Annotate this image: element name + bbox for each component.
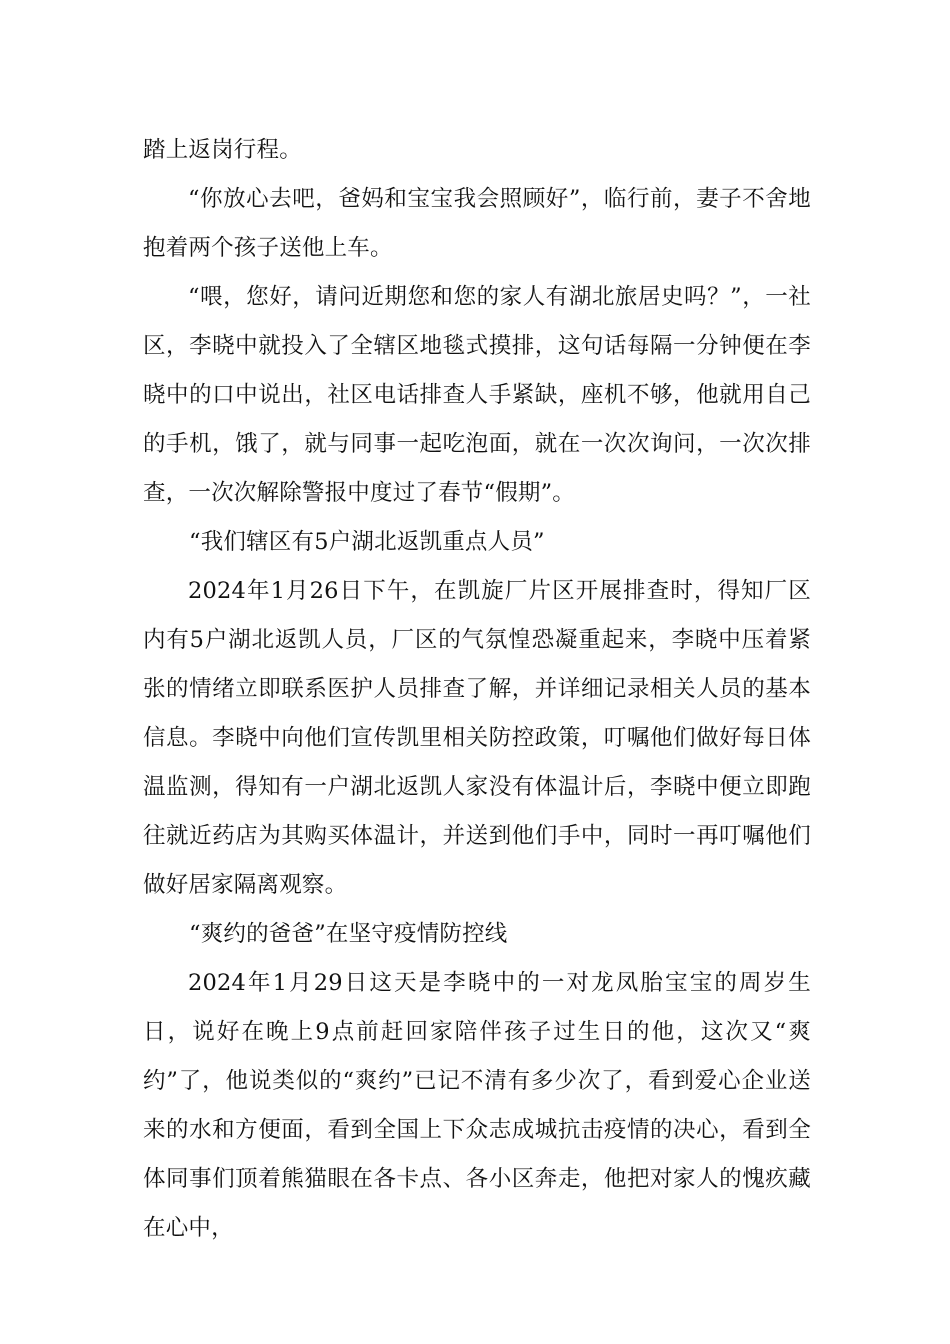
paragraph-4: 2024年1月26日下午，在凯旋厂片区开展排查时，得知厂区内有5户湖北返凯人员，厂区的气氛惶恐凝重起来，李晓中压着紧张的情绪立即联系医护人员排查了解，并详细记录相关人员的基本信息。李晓中向他们宣传凯里相关防控政策，叮嘱他们做好每日体温监测，得知有一户湖北返凯人家没有体温计后，李晓中便立即跑往就近药店为其购买体温计，并送到他们手中，同时一再叮嘱他们做好居家隔离观察。 [143,578,811,898]
section-heading-1: “我们辖区有5户湖北返凯重点人员” [189,529,545,555]
paragraph-5: 2024年1月29日这天是李晓中的一对龙凤胎宝宝的周岁生日，说好在晚上9点前赶回家陪伴孩子过生日的他，这次又“爽约”了，他说类似的“爽约”已记不清有多少次了，看到爱心企业送来的水和方便面，看到全国上下众志成城抗击疫情的决心，看到全体同事们顶着熊猫眼在各卡点、各小区奔走，他把对家人的愧疚藏在心中， [143,970,811,1241]
section-heading-2: “爽约的爸爸”在坚守疫情防控线 [189,921,508,947]
paragraph-3: “喂，您好，请问近期您和您的家人有湖北旅居史吗？”，一社区，李晓中就投入了全辖区地毯式摸排，这句话每隔一分钟便在李晓中的口中说出，社区电话排查人手紧缺，座机不够，他就用自己的手机，饿了，就与同事一起吃泡面，就在一次次询问，一次次排查，一次次解除警报中度过了春节“假期”。 [143,284,811,506]
paragraph-1: 踏上返岗行程。 [143,137,302,163]
document-body [143,126,811,1253]
paragraph-2: “你放心去吧，爸妈和宝宝我会照顾好”，临行前，妻子不舍地抱着两个孩子送他上车。 [143,186,811,261]
